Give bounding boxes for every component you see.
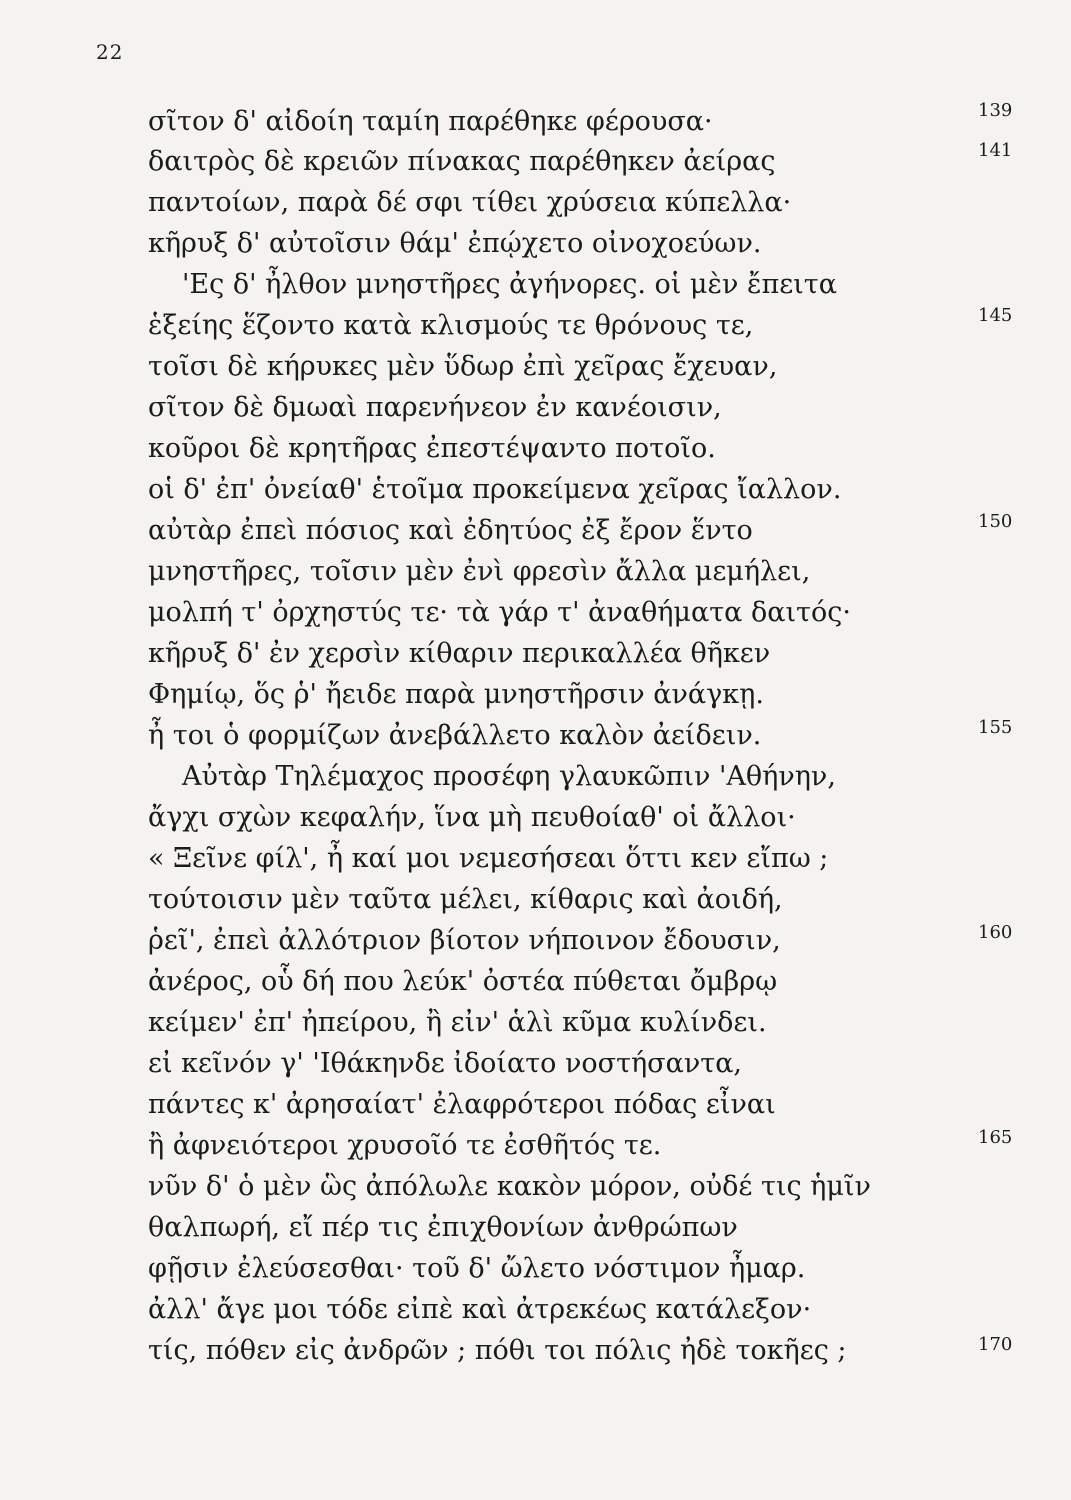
verse-line: ἢ ἀφνειότεροι χρυσοῖό τε ἐσθῆτός τε. [148,1130,662,1161]
verse-line: 'Ες δ' ἦλθον μνηστῆρες ἀγήνορες. οἱ μὲν ἔπειτα [182,269,837,300]
verse-line: ῥεῖ', ἐπεὶ ἀλλότριον βίοτον νήποινον ἔδουσιν, [148,925,781,956]
verse-line: σῖτον δὲ δμωαὶ παρενήνεον ἐν κανέοισιν, [148,392,722,423]
verse-line: τίς, πόθεν εἰς ἀνδρῶν ; πόθι τοι πόλις ἠδὲ τοκῆες ; [148,1335,847,1366]
verse-line: « Ξεῖνε φίλ', ἦ καί μοι νεμεσήσεαι ὅττι κεν εἴπω ; [148,843,829,874]
verse-line: αὐτὰρ ἐπεὶ πόσιος καὶ ἐδητύος ἐξ ἔρον ἕντο [148,515,753,546]
verse-line: θαλπωρή, εἴ πέρ τις ἐπιχθονίων ἀνθρώπων [148,1212,738,1243]
verse-line: τοῖσι δὲ κήρυκες μὲν ὕδωρ ἐπὶ χεῖρας ἔχευαν, [148,351,778,382]
verse-line: σῖτον δ' αἰδοίη ταμίη παρέθηκε φέρουσα· [148,106,713,137]
verse-line: κοῦροι δὲ κρητῆρας ἐπεστέψαντο ποτοῖο. [148,433,716,464]
verse-line: ἄγχι σχὼν κεφαλήν, ἵνα μὴ πευθοίαθ' οἱ ἄλλοι· [148,802,796,833]
verse-line: ἀνέρος, οὗ δή που λεύκ' ὀστέα πύθεται ὄμβρῳ [148,966,778,997]
line-number: 170 [978,1334,1013,1355]
verse-line: οἱ δ' ἐπ' ὀνείαθ' ἑτοῖμα προκείμενα χεῖρας ἴαλλον. [148,474,842,505]
line-number: 139 [978,100,1013,121]
verse-line: ἀλλ' ἄγε μοι τόδε εἰπὲ καὶ ἀτρεκέως κατάλεξον· [148,1294,812,1325]
line-number: 141 [978,140,1013,161]
verse-line: τούτοισιν μὲν ταῦτα μέλει, κίθαρις καὶ ἀοιδή, [148,884,783,915]
verse-line: μνηστῆρες, τοῖσιν μὲν ἐνὶ φρεσὶν ἄλλα μεμήλει, [148,556,811,587]
verse-line: νῦν δ' ὁ μὲν ὣς ἀπόλωλε κακὸν μόρον, οὐδέ τις ἡμῖν [148,1171,871,1202]
line-number: 150 [978,511,1013,532]
verse-line: παντοίων, παρὰ δέ σφι τίθει χρύσεια κύπελλα· [148,187,792,218]
verse-line: κῆρυξ δ' αὐτοῖσιν θάμ' ἐπῴχετο οἰνοχοεύων. [148,228,762,259]
line-number: 155 [978,717,1013,738]
line-number: 160 [978,922,1013,943]
verse-line: εἰ κεῖνόν γ' 'Ιθάκηνδε ἰδοίατο νοστήσαντα, [148,1048,743,1079]
page-number: 22 [96,40,124,64]
verse-line: ἑξείης ἕζοντο κατὰ κλισμούς τε θρόνους τε, [148,310,754,341]
verse-line: κῆρυξ δ' ἐν χερσὶν κίθαριν περικαλλέα θῆκεν [148,638,771,669]
verse-line: φῇσιν ἐλεύσεσθαι· τοῦ δ' ὤλετο νόστιμον ἦμαρ. [148,1253,806,1284]
verse-line: μολπή τ' ὀρχηστύς τε· τὰ γάρ τ' ἀναθήματα δαιτός· [148,597,851,628]
verse-line: κείμεν' ἐπ' ἠπείρου, ἢ εἰν' ἁλὶ κῦμα κυλίνδει. [148,1007,767,1038]
verse-line: πάντες κ' ἀρησαίατ' ἐλαφρότεροι πόδας εἶναι [148,1089,776,1120]
verse-line: Φημίῳ, ὅς ῥ' ἤειδε παρὰ μνηστῆρσιν ἀνάγκῃ. [148,679,764,710]
verse-line: Αὐτὰρ Τηλέμαχος προσέφη γλαυκῶπιν 'Αθήνην, [182,761,836,792]
line-number: 145 [978,305,1013,326]
verse-line: δαιτρὸς δὲ κρειῶν πίνακας παρέθηκεν ἀείρας [148,146,776,177]
verse-line: ἦ τοι ὁ φορμίζων ἀνεβάλλετο καλὸν ἀείδειν. [148,720,762,751]
line-number: 165 [978,1127,1013,1148]
